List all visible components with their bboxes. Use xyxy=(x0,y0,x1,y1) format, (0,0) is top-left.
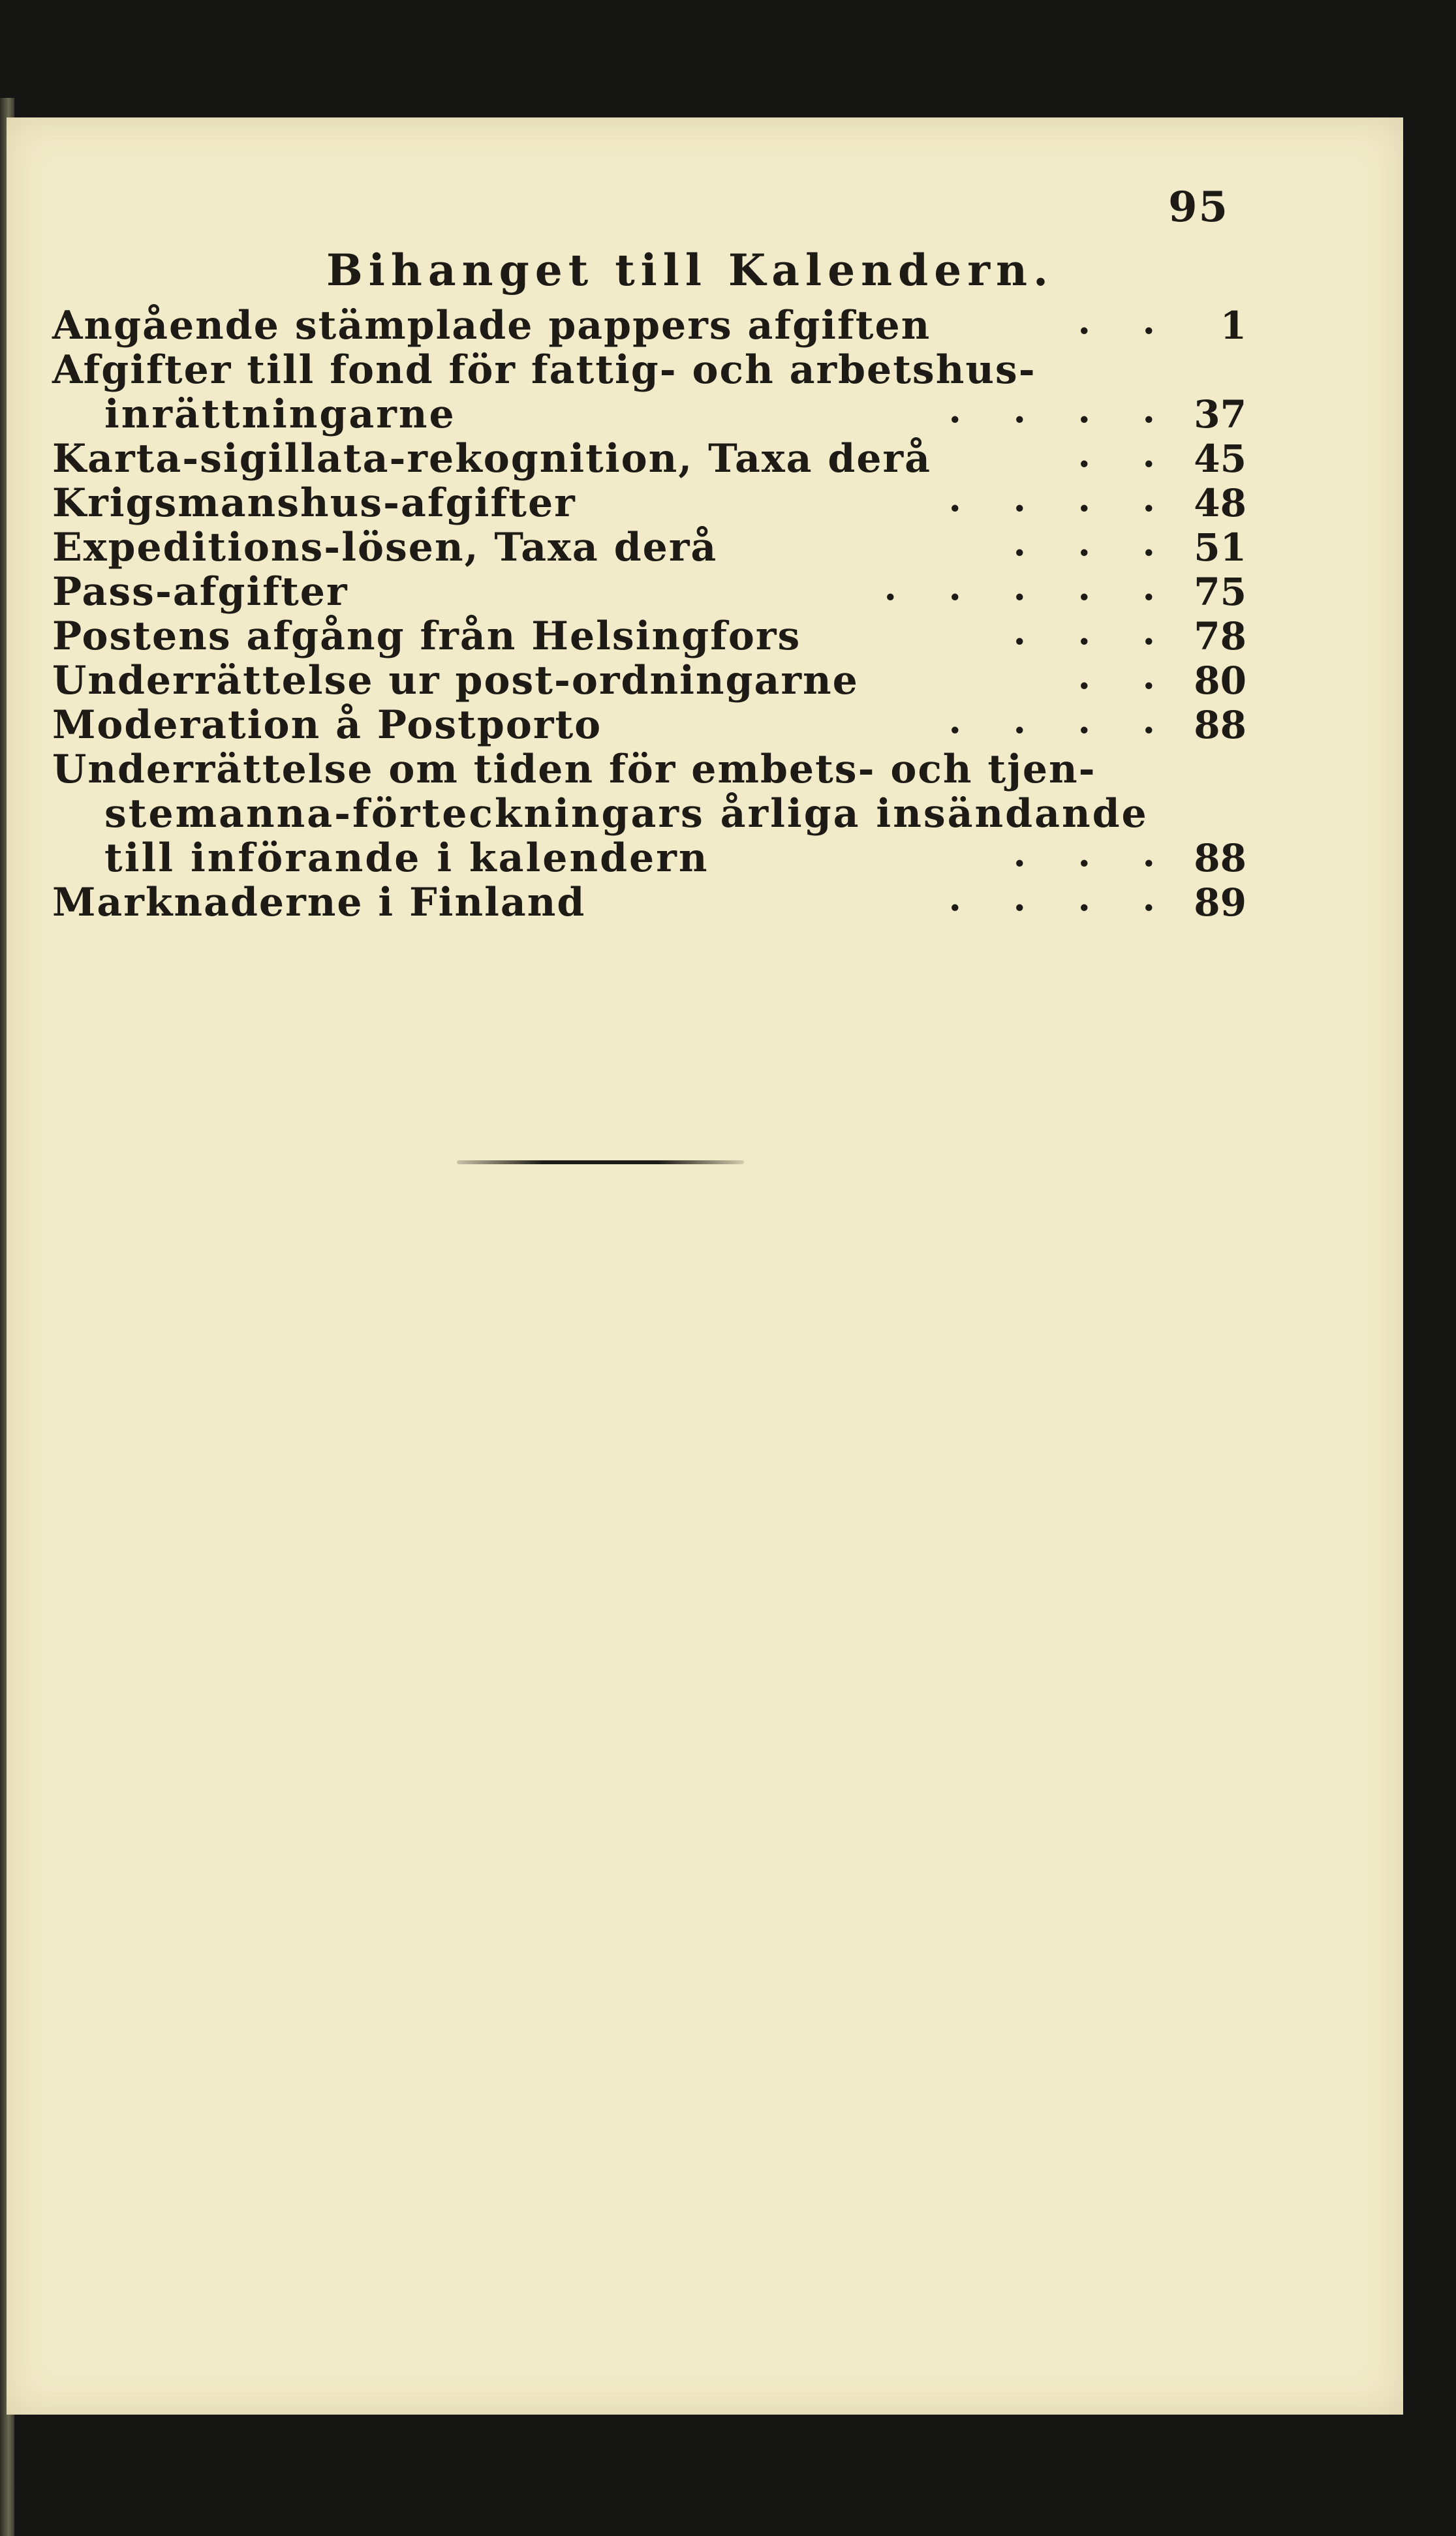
table-of-contents xyxy=(52,300,1247,925)
leader-dots: . . . xyxy=(1013,610,1175,653)
toc-entry xyxy=(52,655,1247,704)
leader-dots: . . . . . xyxy=(884,566,1175,609)
toc-entry xyxy=(52,348,1247,437)
leader-dots: . . xyxy=(1077,300,1175,343)
entry-page-number: 48 xyxy=(1194,481,1247,525)
leader-dots: . . . . xyxy=(948,477,1175,520)
entry-title: Postens afgång från Helsingfors xyxy=(52,613,801,659)
leader-dots: . . . . xyxy=(948,876,1175,920)
entry-page-number: 78 xyxy=(1194,614,1247,658)
toc-entry xyxy=(52,610,1247,659)
toc-entry xyxy=(52,433,1247,482)
toc-entry xyxy=(52,699,1247,748)
entry-title: Afgifter till fond för fattig- och arbetshus- xyxy=(52,347,1036,393)
entry-title: Underrättelse om tiden för embets- och tjen- xyxy=(52,747,1096,792)
page-number: 95 xyxy=(1168,183,1230,232)
entry-title-continuation: inrättningarne xyxy=(104,392,456,437)
leader-dots: . . . xyxy=(1013,521,1175,564)
entry-page-number: 89 xyxy=(1194,880,1247,925)
document-page xyxy=(7,117,1403,2415)
entry-title-continuation: stemanna-förteckningars årliga insändande xyxy=(104,791,1149,837)
entry-page-number: 37 xyxy=(1194,392,1247,437)
leader-dots: . . xyxy=(1077,655,1175,698)
toc-entry xyxy=(52,566,1247,615)
toc-entry xyxy=(52,521,1247,570)
toc-entry xyxy=(52,477,1247,526)
entry-page-number: 88 xyxy=(1194,836,1247,880)
toc-entry xyxy=(52,300,1247,348)
entry-page-number: 75 xyxy=(1194,570,1247,614)
entry-title: Krigsmanshus-afgifter xyxy=(52,480,576,526)
entry-page-number: 51 xyxy=(1194,525,1247,570)
leader-dots: . . . . xyxy=(948,388,1175,431)
entry-title: Expeditions-lösen, Taxa derå xyxy=(52,525,718,570)
entry-page-number: 80 xyxy=(1194,658,1247,703)
page-title: Bihanget till Kalendern. xyxy=(326,245,1054,296)
leader-dots: . . . . xyxy=(948,699,1175,742)
entry-title: Moderation å Postporto xyxy=(52,702,602,748)
entry-title-continuation: till införande i kalendern xyxy=(104,835,709,881)
entry-page-number: 1 xyxy=(1220,303,1247,348)
entry-page-number: 45 xyxy=(1194,437,1247,481)
entry-title: Karta-sigillata-rekognition, Taxa derå xyxy=(52,436,932,482)
entry-title: Pass-afgifter xyxy=(52,569,349,615)
toc-entry xyxy=(52,876,1247,925)
leader-dots: . . . xyxy=(1013,832,1175,875)
toc-entry xyxy=(52,747,1247,880)
entry-page-number: 88 xyxy=(1194,703,1247,747)
decorative-rule xyxy=(457,1160,744,1164)
entry-title: Angående stämplade pappers afgiften xyxy=(52,303,931,348)
leader-dots: . . xyxy=(1077,433,1175,476)
entry-title: Marknaderne i Finland xyxy=(52,880,586,925)
entry-title: Underrättelse ur post-ordningarne xyxy=(52,658,859,704)
